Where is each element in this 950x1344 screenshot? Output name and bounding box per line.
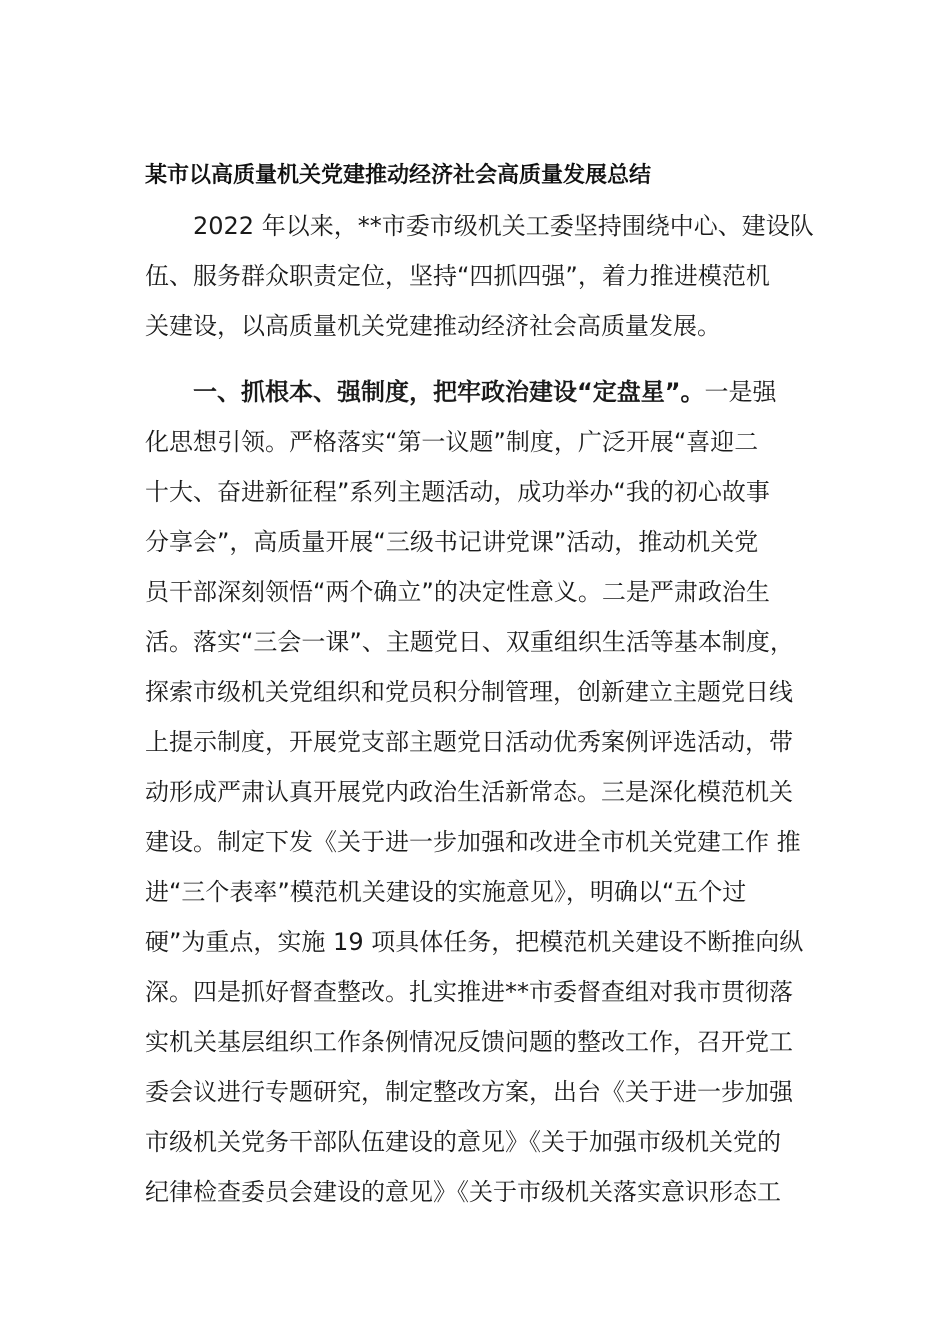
section1-line: 市级机关党务干部队伍建设的意见》《关于加强市级机关党的 [145,1128,781,1156]
section1-line: 员干部深刻领悟“两个确立”的决定性意义。二是严肃政治生 [145,578,770,606]
section1-first-line [193,376,777,408]
intro-line-1: 2022 年以来，**市委市级机关工委坚持围绕中心、建设队 [193,212,814,240]
section1-line: 探索市级机关党组织和党员积分制管理，创新建立主题党日线 [145,678,793,706]
section1-line: 实机关基层组织工作条例情况反馈问题的整改工作，召开党工 [145,1028,793,1056]
section1-line: 深。四是抓好督查整改。扎实推进**市委督查组对我市贯彻落 [145,978,793,1006]
section1-line: 委会议进行专题研究，制定整改方案，出台《关于进一步加强 [145,1078,793,1106]
section1-heading: 一、抓根本、强制度，把牢政治建设“定盘星”。 [193,378,705,406]
section1-line: 化思想引领。严格落实“第一议题”制度，广泛开展“喜迎二 [145,428,759,456]
intro-line-3: 关建设，以高质量机关党建推动经济社会高质量发展。 [145,312,721,340]
section1-line: 活。落实“三会一课”、主题党日、双重组织生活等基本制度， [145,628,794,656]
section1-line: 上提示制度，开展党支部主题党日活动优秀案例评选活动，带 [145,728,793,756]
section1-line: 进“三个表率”模范机关建设的实施意见》，明确以“五个过 [145,878,747,906]
section1-line: 动形成严肃认真开展党内政治生活新常态。三是深化模范机关 [145,778,793,806]
section1-line: 分享会”，高质量开展“三级书记讲党课”活动，推动机关党 [145,528,759,556]
intro-line-2: 伍、服务群众职责定位，坚持“四抓四强”，着力推进模范机 [145,262,770,290]
section1-line: 纪律检查委员会建设的意见》《关于市级机关落实意识形态工 [145,1178,781,1206]
section1-line: 建设。制定下发《关于进一步加强和改进全市机关党建工作 推 [145,828,801,856]
document-title: 某市以高质量机关党建推动经济社会高质量发展总结 [145,163,652,188]
section1-line: 硬”为重点，实施 19 项具体任务，把模范机关建设不断推向纵 [145,928,804,956]
section1-first-line-rest: 一是强 [704,378,777,406]
section1-line: 十大、奋进新征程”系列主题活动，成功举办“我的初心故事 [145,478,770,506]
